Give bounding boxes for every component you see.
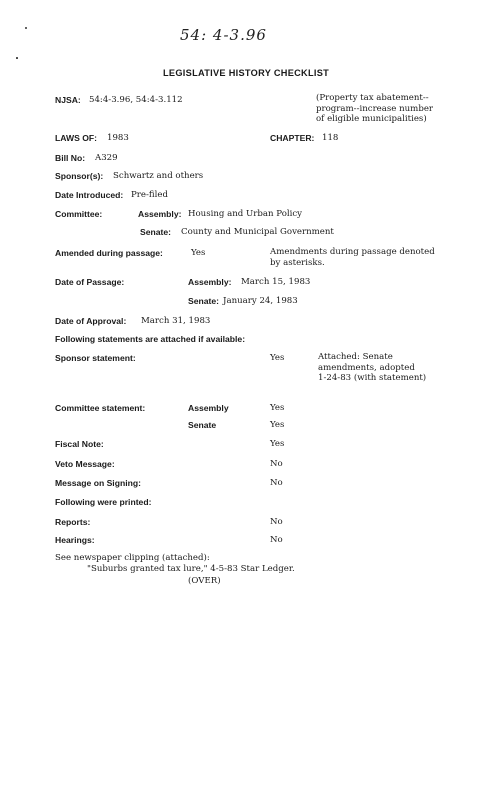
hearings-label: Hearings: [55,535,95,545]
fiscal-note-value: Yes [270,439,285,449]
committee-statement-label: Committee statement: [55,403,146,413]
njsa-value: 54:4-3.96, 54:4-3.112 [89,95,183,105]
reports-label: Reports: [55,517,91,527]
njsa-label: NJSA: [55,95,81,105]
amended-label: Amended during passage: [55,248,163,258]
sponsors-value: Schwartz and others [113,171,204,181]
bill-description: (Property tax abatement-- program--increase number of eligible municipalities) [316,93,434,124]
clipping-line-1: See newspaper clipping (attached): [55,553,210,563]
sponsors-label: Sponsor(s): [55,171,104,181]
passage-senate-label: Senate: [188,296,220,306]
laws-of-label: LAWS OF: [55,133,98,143]
committee-statement-assembly-value: Yes [270,403,285,413]
handwritten-statute-number: 54: 4-3.96 [180,26,267,44]
sponsor-statement-value: Yes [270,353,285,363]
passage-assembly-label: Assembly: [188,277,232,287]
date-of-approval-value: March 31, 1983 [141,316,211,326]
committee-label: Committee: [55,209,103,219]
fiscal-note-label: Fiscal Note: [55,439,104,449]
committee-statement-senate-label: Senate [188,420,217,430]
veto-message-label: Veto Message: [55,459,115,469]
committee-statement-assembly-label: Assembly [188,403,229,413]
date-introduced-label: Date Introduced: [55,190,124,200]
amended-note: Amendments during passage denoted by asterisks. [270,247,435,268]
date-introduced-value: Pre-filed [131,190,168,200]
committee-assembly-label: Assembly: [138,209,182,219]
bill-no-label: Bill No: [55,153,86,163]
message-on-signing-value: No [270,478,283,488]
date-of-passage-label: Date of Passage: [55,277,125,287]
chapter-label: CHAPTER: [270,133,315,143]
message-on-signing-label: Message on Signing: [55,478,141,488]
clipping-line-2: "Suburbs granted tax lure," 4-5-83 Star Ledger. [87,564,295,574]
amended-value: Yes [191,248,206,258]
sponsor-statement-note: Attached: Senate amendments, adopted 1-24-83 (with statement) [318,352,427,383]
sponsor-statement-label: Sponsor statement: [55,353,136,363]
committee-senate-label: Senate: [140,227,172,237]
hearings-value: No [270,535,283,545]
date-of-approval-label: Date of Approval: [55,316,127,326]
following-printed-heading: Following were printed: [55,497,152,507]
chapter-value: 118 [322,133,339,143]
scan-speck [16,57,18,59]
bill-no-value: A329 [95,153,118,163]
page-title: LEGISLATIVE HISTORY CHECKLIST [163,68,330,78]
scan-speck [25,27,27,29]
veto-message-value: No [270,459,283,469]
over-note: (OVER) [188,576,221,586]
passage-assembly-value: March 15, 1983 [241,277,311,287]
committee-statement-senate-value: Yes [270,420,285,430]
committee-assembly-value: Housing and Urban Policy [188,209,303,219]
committee-senate-value: County and Municipal Government [181,227,334,237]
reports-value: No [270,517,283,527]
following-attached-heading: Following statements are attached if available: [55,334,246,344]
laws-of-value: 1983 [107,133,129,143]
passage-senate-value: January 24, 1983 [223,296,298,306]
